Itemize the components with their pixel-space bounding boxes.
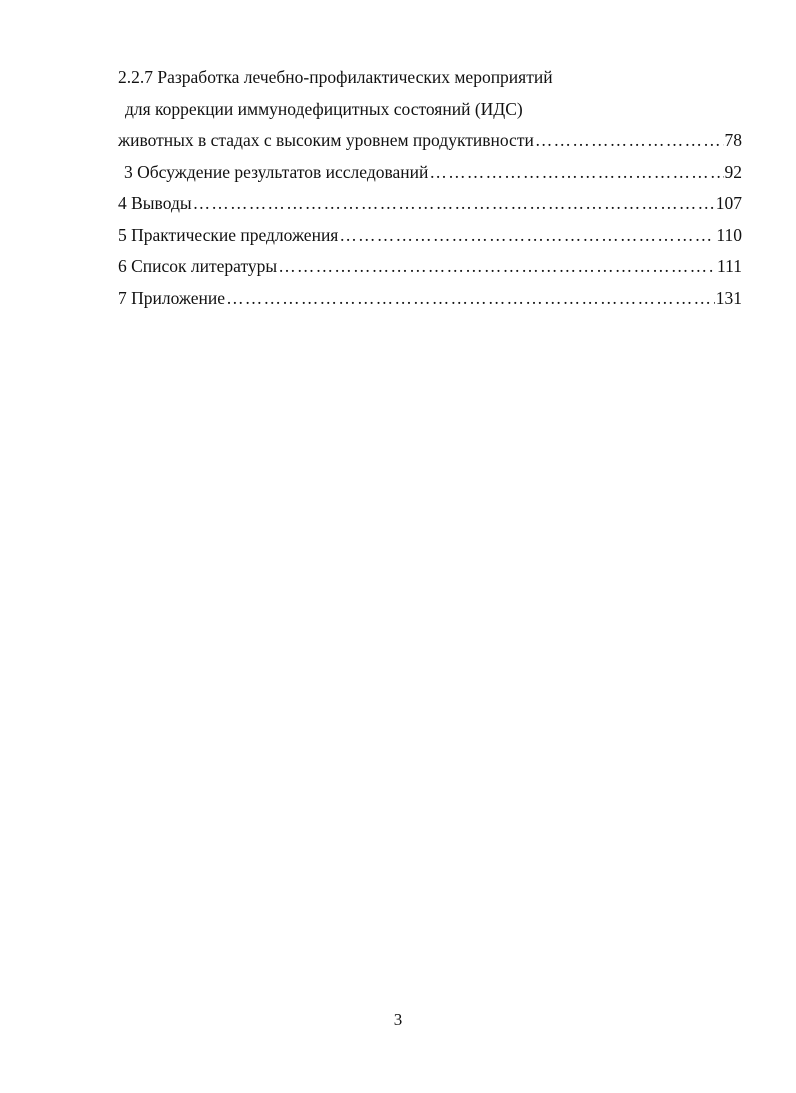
- dot-leader: [226, 283, 715, 315]
- toc-entry: [118, 94, 742, 126]
- page-number: 3: [393, 1010, 403, 1029]
- dot-leader: [339, 220, 715, 252]
- toc-entry-page: 131: [715, 287, 742, 308]
- toc-entry-title: 5 Практические предложения: [118, 224, 339, 245]
- toc-entry: [118, 62, 742, 94]
- toc-entry-page: 107: [715, 193, 742, 213]
- table-of-contents: [118, 62, 742, 314]
- toc-entry: [118, 188, 742, 220]
- toc-entry: [118, 220, 742, 252]
- dot-leader: [429, 157, 723, 189]
- dot-leader: [193, 188, 715, 220]
- toc-entry-title: 3 Обсуждение результатов исследований: [124, 161, 429, 182]
- toc-entry: [118, 125, 742, 157]
- toc-entry-page: 78: [724, 130, 742, 150]
- toc-entry-page: 92: [724, 161, 742, 182]
- toc-entry-title: животных в стадах с высоким уровнем продуктивности: [118, 130, 534, 150]
- toc-entry-title: 4 Выводы: [118, 193, 192, 213]
- toc-entry-title: 6 Список литературы: [118, 256, 278, 276]
- toc-entry-page: 111: [717, 256, 742, 276]
- toc-entry-page: 110: [716, 224, 742, 245]
- toc-entry-title: 2.2.7 Разработка лечебно-профилактических мероприятий: [118, 67, 553, 87]
- toc-entry-title: для коррекции иммунодефицитных состояний (ИДС): [125, 98, 523, 119]
- dot-leader: [535, 125, 724, 157]
- toc-entry-title: 7 Приложение: [118, 287, 226, 308]
- toc-entry: [118, 157, 742, 189]
- toc-entry: [118, 283, 742, 315]
- dot-leader: [278, 251, 716, 283]
- toc-entry: [118, 251, 742, 283]
